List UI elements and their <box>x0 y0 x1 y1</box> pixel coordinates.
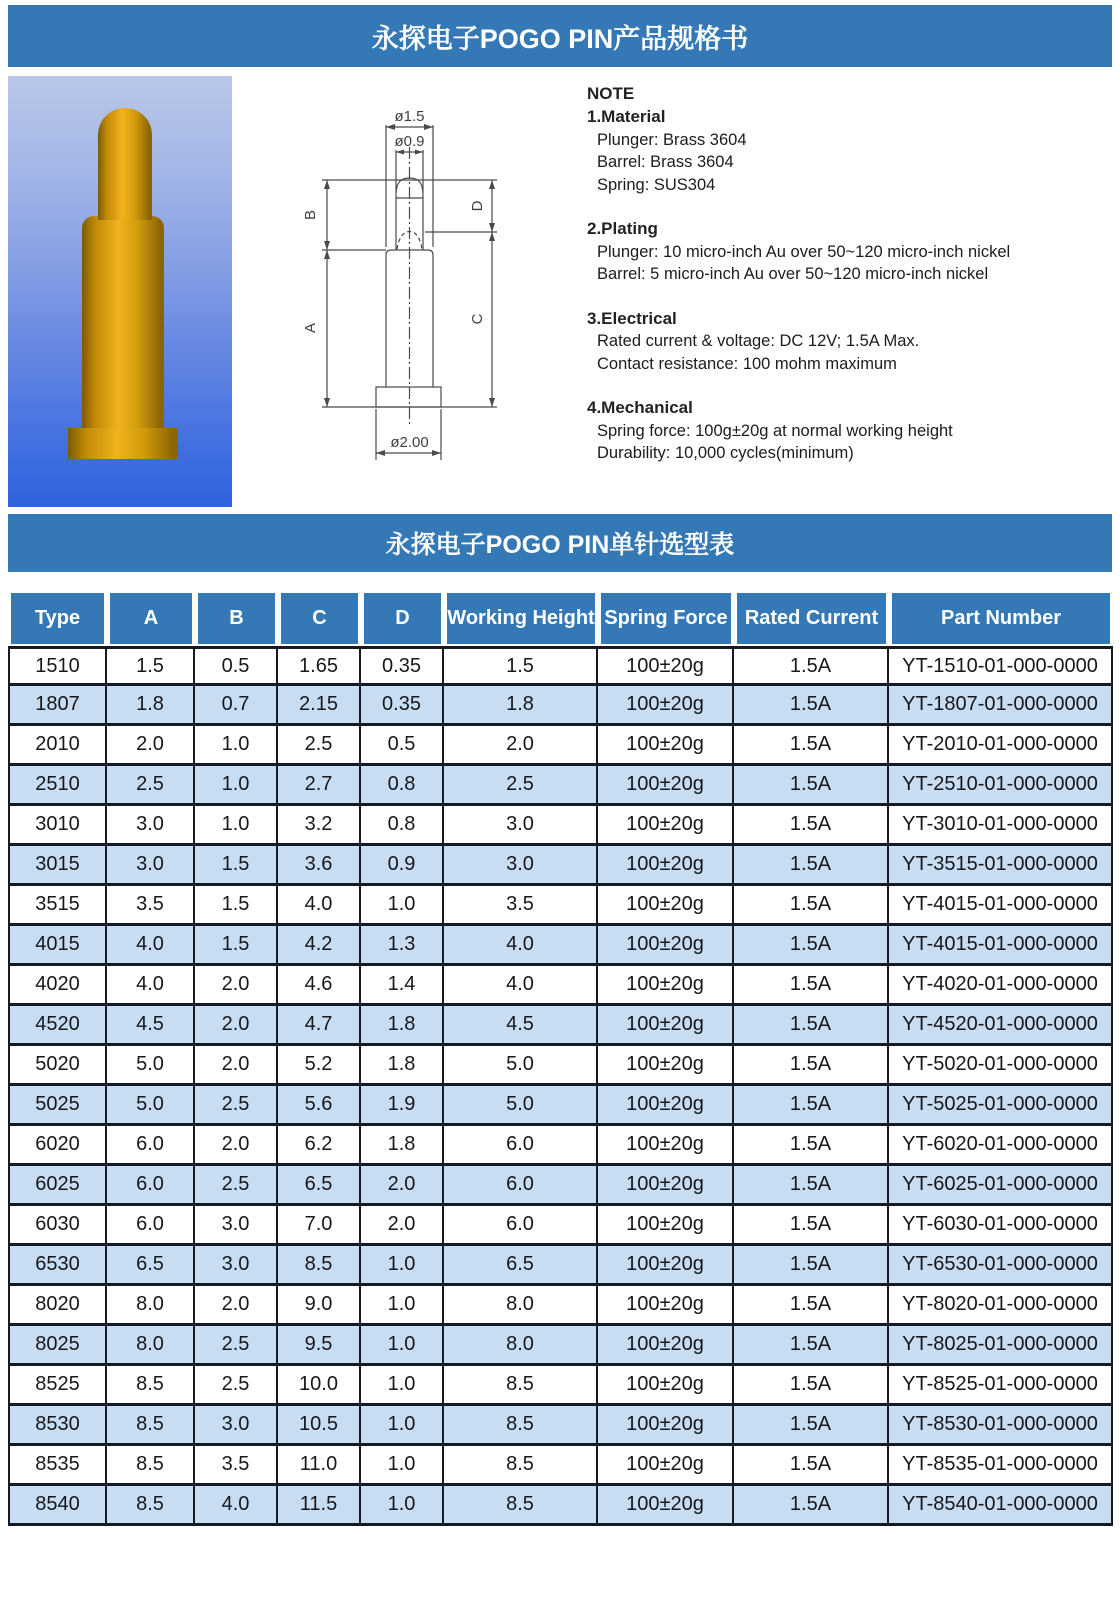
col-header-c: C <box>278 590 361 646</box>
pogo-pin-3d-image <box>8 76 232 507</box>
table-cell: 2.0 <box>195 1006 278 1046</box>
table-cell: 100±20g <box>598 1326 734 1366</box>
table-cell: 100±20g <box>598 1366 734 1406</box>
table-cell: 3515 <box>8 886 107 926</box>
table-title-bar <box>8 514 1112 572</box>
table-cell: 8.5 <box>107 1486 195 1526</box>
pin-plunger-shape <box>98 108 152 220</box>
col-header-spring-force: Spring Force <box>598 590 734 646</box>
table-cell: 8.5 <box>107 1406 195 1446</box>
table-cell: 8.0 <box>444 1286 598 1326</box>
table-cell: 1.5A <box>734 806 889 846</box>
table-cell: YT-4520-01-000-0000 <box>889 1006 1113 1046</box>
table-cell: 100±20g <box>598 1286 734 1326</box>
table-cell: 100±20g <box>598 1446 734 1486</box>
table-cell: 1.5A <box>734 766 889 806</box>
table-cell: 0.35 <box>361 686 444 726</box>
table-cell: 1.3 <box>361 926 444 966</box>
table-row <box>8 1126 1113 1166</box>
table-cell: 1807 <box>8 686 107 726</box>
table-cell: YT-4015-01-000-0000 <box>889 926 1113 966</box>
table-cell: 1.5A <box>734 846 889 886</box>
table-row <box>8 806 1113 846</box>
table-cell: 2.0 <box>444 726 598 766</box>
note-line: Plunger: Brass 3604 <box>597 130 747 149</box>
dim-base-diameter: ø2.00 <box>390 434 429 451</box>
table-cell: 100±20g <box>598 646 734 686</box>
table-cell: 1.5A <box>734 646 889 686</box>
table-cell: 8.5 <box>444 1366 598 1406</box>
table-cell: 100±20g <box>598 1006 734 1046</box>
table-cell: 100±20g <box>598 846 734 886</box>
table-cell: YT-3010-01-000-0000 <box>889 806 1113 846</box>
main-title-bar <box>8 5 1112 67</box>
table-cell: 1.5A <box>734 1486 889 1526</box>
table-cell: 3.0 <box>195 1206 278 1246</box>
table-cell: 1.4 <box>361 966 444 1006</box>
dim-top-diameter: ø1.5 <box>394 108 425 125</box>
table-cell: YT-8025-01-000-0000 <box>889 1326 1113 1366</box>
note-line: Durability: 10,000 cycles(minimum) <box>597 444 854 462</box>
table-cell: 1.8 <box>361 1046 444 1086</box>
table-cell: YT-6020-01-000-0000 <box>889 1126 1113 1166</box>
table-cell: 4.0 <box>444 966 598 1006</box>
table-cell: 1.5A <box>734 1046 889 1086</box>
table-cell: 6530 <box>8 1246 107 1286</box>
table-cell: 8.5 <box>278 1246 361 1286</box>
table-row <box>8 846 1113 886</box>
table-cell: 4015 <box>8 926 107 966</box>
table-cell: 3.0 <box>107 846 195 886</box>
table-cell: 3.5 <box>107 886 195 926</box>
table-cell: 9.5 <box>278 1326 361 1366</box>
table-cell: 1.5A <box>734 1006 889 1046</box>
table-row <box>8 1086 1113 1126</box>
table-cell: 0.5 <box>361 726 444 766</box>
table-cell: 4.0 <box>195 1486 278 1526</box>
table-cell: 4.5 <box>444 1006 598 1046</box>
table-cell: 3.0 <box>195 1246 278 1286</box>
table-cell: 6030 <box>8 1206 107 1246</box>
table-cell: 2.0 <box>107 726 195 766</box>
table-cell: 2010 <box>8 726 107 766</box>
table-cell: 2.0 <box>195 1286 278 1326</box>
dimension-drawing <box>235 75 580 505</box>
note-line: Barrel: Brass 3604 <box>597 153 734 171</box>
table-row <box>8 886 1113 926</box>
table-cell: YT-5025-01-000-0000 <box>889 1086 1113 1126</box>
table-cell: 1.0 <box>361 1246 444 1286</box>
table-cell: 5025 <box>8 1086 107 1126</box>
table-cell: 4.0 <box>107 966 195 1006</box>
table-cell: 1.0 <box>361 1286 444 1326</box>
table-cell: YT-2010-01-000-0000 <box>889 726 1113 766</box>
table-row <box>8 1406 1113 1446</box>
table-cell: 5.0 <box>444 1046 598 1086</box>
table-cell: 1.5A <box>734 1086 889 1126</box>
table-cell: 0.7 <box>195 686 278 726</box>
table-cell: 4.6 <box>278 966 361 1006</box>
note-line: Spring: SUS304 <box>597 175 716 194</box>
table-cell: YT-6025-01-000-0000 <box>889 1166 1113 1206</box>
table-cell: 4020 <box>8 966 107 1006</box>
table-cell: 1.65 <box>278 646 361 686</box>
table-cell: YT-5020-01-000-0000 <box>889 1046 1113 1086</box>
table-cell: 3.5 <box>195 1446 278 1486</box>
table-cell: 2.0 <box>361 1166 444 1206</box>
note-line: Spring force: 100g±20g at normal working height <box>597 421 953 440</box>
table-cell: 2.5 <box>195 1326 278 1366</box>
table-row <box>8 726 1113 766</box>
table-cell: YT-1807-01-000-0000 <box>889 686 1113 726</box>
note-plating <box>587 218 1115 286</box>
table-cell: 4.2 <box>278 926 361 966</box>
table-cell: 8540 <box>8 1486 107 1526</box>
table-cell: 100±20g <box>598 1206 734 1246</box>
table-cell: 0.8 <box>361 766 444 806</box>
table-row <box>8 926 1113 966</box>
table-cell: 6.0 <box>444 1206 598 1246</box>
table-cell: 8.0 <box>444 1326 598 1366</box>
table-cell: 6.5 <box>107 1246 195 1286</box>
table-cell: 8.0 <box>107 1326 195 1366</box>
table-cell: 0.5 <box>195 646 278 686</box>
table-cell: 6.0 <box>444 1126 598 1166</box>
note-plating-title: 2.Plating <box>587 219 658 238</box>
table-cell: YT-6530-01-000-0000 <box>889 1246 1113 1286</box>
table-cell: 100±20g <box>598 1246 734 1286</box>
table-cell: 1.5A <box>734 726 889 766</box>
col-header-working-height: Working Height <box>444 590 598 646</box>
table-cell: 1.5A <box>734 886 889 926</box>
table-cell: 10.5 <box>278 1406 361 1446</box>
table-cell: 100±20g <box>598 1166 734 1206</box>
table-cell: 1.5A <box>734 1326 889 1366</box>
table-cell: 2.15 <box>278 686 361 726</box>
table-cell: 5.0 <box>444 1086 598 1126</box>
table-cell: 4.7 <box>278 1006 361 1046</box>
note-line: Plunger: 10 micro-inch Au over 50~120 micro-inch nickel <box>597 242 1011 261</box>
table-cell: 1.8 <box>107 686 195 726</box>
dim-label-a: A <box>302 322 319 334</box>
table-cell: 5.0 <box>107 1046 195 1086</box>
table-row <box>8 1046 1113 1086</box>
table-cell: 1.0 <box>361 1406 444 1446</box>
note-electrical <box>587 308 1115 376</box>
table-cell: 6.5 <box>444 1246 598 1286</box>
note-electrical-title: 3.Electrical <box>587 308 677 328</box>
table-cell: 2.5 <box>195 1366 278 1406</box>
table-cell: 1.5A <box>734 1166 889 1206</box>
table-cell: 3.6 <box>278 846 361 886</box>
table-cell: 5.6 <box>278 1086 361 1126</box>
table-cell: 100±20g <box>598 726 734 766</box>
table-cell: 2.5 <box>195 1166 278 1206</box>
note-material-title: 1.Material <box>587 107 666 126</box>
table-cell: 5.0 <box>107 1086 195 1126</box>
table-cell: 8025 <box>8 1326 107 1366</box>
table-cell: 2.0 <box>195 1046 278 1086</box>
table-cell: 8525 <box>8 1366 107 1406</box>
table-cell: 100±20g <box>598 1046 734 1086</box>
table-row <box>8 646 1113 686</box>
table-cell: 3.0 <box>444 846 598 886</box>
table-cell: 1.8 <box>361 1006 444 1046</box>
table-cell: 1.0 <box>361 1486 444 1526</box>
table-cell: 4520 <box>8 1006 107 1046</box>
table-cell: YT-1510-01-000-0000 <box>889 646 1113 686</box>
table-cell: 1.5 <box>107 646 195 686</box>
table-cell: 8.5 <box>444 1446 598 1486</box>
table-cell: 3.0 <box>107 806 195 846</box>
table-cell: YT-3515-01-000-0000 <box>889 846 1113 886</box>
table-cell: 100±20g <box>598 806 734 846</box>
table-cell: 6020 <box>8 1126 107 1166</box>
table-row <box>8 1246 1113 1286</box>
table-cell: 0.35 <box>361 646 444 686</box>
table-cell: 100±20g <box>598 966 734 1006</box>
pin-outline-drawing <box>235 75 580 505</box>
table-cell: 1510 <box>8 646 107 686</box>
table-cell: 2.0 <box>195 1126 278 1166</box>
table-cell: YT-6030-01-000-0000 <box>889 1206 1113 1246</box>
table-cell: 1.5 <box>195 886 278 926</box>
dim-label-b: B <box>302 209 319 221</box>
table-cell: 2.7 <box>278 766 361 806</box>
flange-outline <box>376 387 441 407</box>
table-cell: 4.5 <box>107 1006 195 1046</box>
table-cell: YT-8525-01-000-0000 <box>889 1366 1113 1406</box>
table-cell: 10.0 <box>278 1366 361 1406</box>
table-cell: 8.0 <box>107 1286 195 1326</box>
table-cell: 3015 <box>8 846 107 886</box>
table-cell: 1.5 <box>195 926 278 966</box>
table-cell: 7.0 <box>278 1206 361 1246</box>
dim-label-c: C <box>469 313 486 325</box>
col-header-type: Type <box>8 590 107 646</box>
table-row <box>8 1286 1113 1326</box>
table-row <box>8 1326 1113 1366</box>
table-cell: 3010 <box>8 806 107 846</box>
page-title: 永探电子POGO PIN产品规格书 <box>371 23 749 54</box>
table-cell: 1.0 <box>195 726 278 766</box>
table-cell: 3.0 <box>195 1406 278 1446</box>
table-cell: 8.5 <box>107 1446 195 1486</box>
col-header-rated-current: Rated Current <box>734 590 889 646</box>
table-cell: 1.0 <box>361 1366 444 1406</box>
table-cell: 6.2 <box>278 1126 361 1166</box>
table-cell: 1.0 <box>195 766 278 806</box>
table-cell: 100±20g <box>598 1086 734 1126</box>
table-cell: 1.5A <box>734 686 889 726</box>
table-cell: 2510 <box>8 766 107 806</box>
table-cell: 3.5 <box>444 886 598 926</box>
table-row <box>8 966 1113 1006</box>
table-cell: 1.0 <box>361 1446 444 1486</box>
table-row <box>8 1446 1113 1486</box>
table-cell: 6.0 <box>444 1166 598 1206</box>
table-cell: 1.5 <box>195 846 278 886</box>
table-cell: 5020 <box>8 1046 107 1086</box>
table-cell: 8020 <box>8 1286 107 1326</box>
note-mechanical-title: 4.Mechanical <box>587 398 693 417</box>
table-cell: 8.5 <box>107 1366 195 1406</box>
table-cell: 3.2 <box>278 806 361 846</box>
table-cell: 5.2 <box>278 1046 361 1086</box>
table-cell: 4.0 <box>444 926 598 966</box>
table-cell: 1.8 <box>361 1126 444 1166</box>
table-cell: 100±20g <box>598 1486 734 1526</box>
table-row <box>8 766 1113 806</box>
table-cell: YT-8530-01-000-0000 <box>889 1406 1113 1446</box>
table-cell: 1.5A <box>734 1446 889 1486</box>
table-cell: 6.0 <box>107 1206 195 1246</box>
table-header-row <box>8 590 1113 646</box>
table-cell: 3.0 <box>444 806 598 846</box>
col-header-b: B <box>195 590 278 646</box>
table-cell: 100±20g <box>598 1126 734 1166</box>
col-header-part-number: Part Number <box>889 590 1113 646</box>
table-cell: 6025 <box>8 1166 107 1206</box>
table-cell: 8.5 <box>444 1486 598 1526</box>
table-cell: 1.0 <box>361 1326 444 1366</box>
table-cell: YT-8020-01-000-0000 <box>889 1286 1113 1326</box>
dimension-labels <box>302 108 486 451</box>
table-cell: 0.8 <box>361 806 444 846</box>
note-section <box>587 84 1115 487</box>
table-cell: 2.0 <box>195 966 278 1006</box>
table-cell: 6.0 <box>107 1166 195 1206</box>
note-heading: NOTE <box>587 84 635 103</box>
table-cell: 9.0 <box>278 1286 361 1326</box>
table-cell: 2.5 <box>278 726 361 766</box>
table-cell: 1.5A <box>734 1366 889 1406</box>
table-cell: YT-4015-01-000-0000 <box>889 886 1113 926</box>
table-cell: 2.5 <box>107 766 195 806</box>
table-title: 永探电子POGO PIN单针选型表 <box>385 531 735 559</box>
table-cell: 0.9 <box>361 846 444 886</box>
table-cell: 8.5 <box>444 1406 598 1446</box>
table-cell: YT-8535-01-000-0000 <box>889 1446 1113 1486</box>
table-cell: 1.5A <box>734 1246 889 1286</box>
table-cell: 8535 <box>8 1446 107 1486</box>
table-cell: 1.0 <box>195 806 278 846</box>
table-cell: 1.5 <box>444 646 598 686</box>
note-line: Rated current & voltage: DC 12V; 1.5A Max. <box>597 332 920 350</box>
table-cell: 1.5A <box>734 1126 889 1166</box>
table-row <box>8 686 1113 726</box>
table-cell: 6.5 <box>278 1166 361 1206</box>
table-cell: 1.5A <box>734 1286 889 1326</box>
pin-barrel-shape <box>82 216 164 429</box>
table-cell: 100±20g <box>598 886 734 926</box>
note-line: Contact resistance: 100 mohm maximum <box>597 354 897 373</box>
table-row <box>8 1366 1113 1406</box>
table-cell: 4.0 <box>278 886 361 926</box>
table-cell: 1.5A <box>734 926 889 966</box>
table-cell: YT-2510-01-000-0000 <box>889 766 1113 806</box>
table-cell: 100±20g <box>598 1406 734 1446</box>
table-cell: 11.5 <box>278 1486 361 1526</box>
dim-label-d: D <box>469 200 486 212</box>
col-header-d: D <box>361 590 444 646</box>
table-row <box>8 1006 1113 1046</box>
pin-flange-shape <box>68 428 178 459</box>
table-cell: 11.0 <box>278 1446 361 1486</box>
table-cell: 1.9 <box>361 1086 444 1126</box>
table-cell: YT-8540-01-000-0000 <box>889 1486 1113 1526</box>
table-cell: 100±20g <box>598 926 734 966</box>
table-cell: 2.0 <box>361 1206 444 1246</box>
col-header-a: A <box>107 590 195 646</box>
table-row <box>8 1206 1113 1246</box>
table-row <box>8 1166 1113 1206</box>
note-material <box>587 106 1115 196</box>
table-cell: 8530 <box>8 1406 107 1446</box>
table-cell: 4.0 <box>107 926 195 966</box>
table-cell: 100±20g <box>598 766 734 806</box>
table-cell: 2.5 <box>444 766 598 806</box>
table-cell: 1.5A <box>734 1206 889 1246</box>
table-cell: 1.5A <box>734 966 889 1006</box>
table-cell: 2.5 <box>195 1086 278 1126</box>
table-cell: 1.0 <box>361 886 444 926</box>
dim-tip-diameter: ø0.9 <box>394 133 425 150</box>
note-line: Barrel: 5 micro-inch Au over 50~120 micro-inch nickel <box>597 265 989 283</box>
selection-table <box>8 590 1113 1526</box>
table-row <box>8 1486 1113 1526</box>
table-cell: 1.5A <box>734 1406 889 1446</box>
table-cell: 6.0 <box>107 1126 195 1166</box>
note-mechanical <box>587 397 1115 465</box>
table-cell: YT-4020-01-000-0000 <box>889 966 1113 1006</box>
table-cell: 100±20g <box>598 686 734 726</box>
table-cell: 1.8 <box>444 686 598 726</box>
